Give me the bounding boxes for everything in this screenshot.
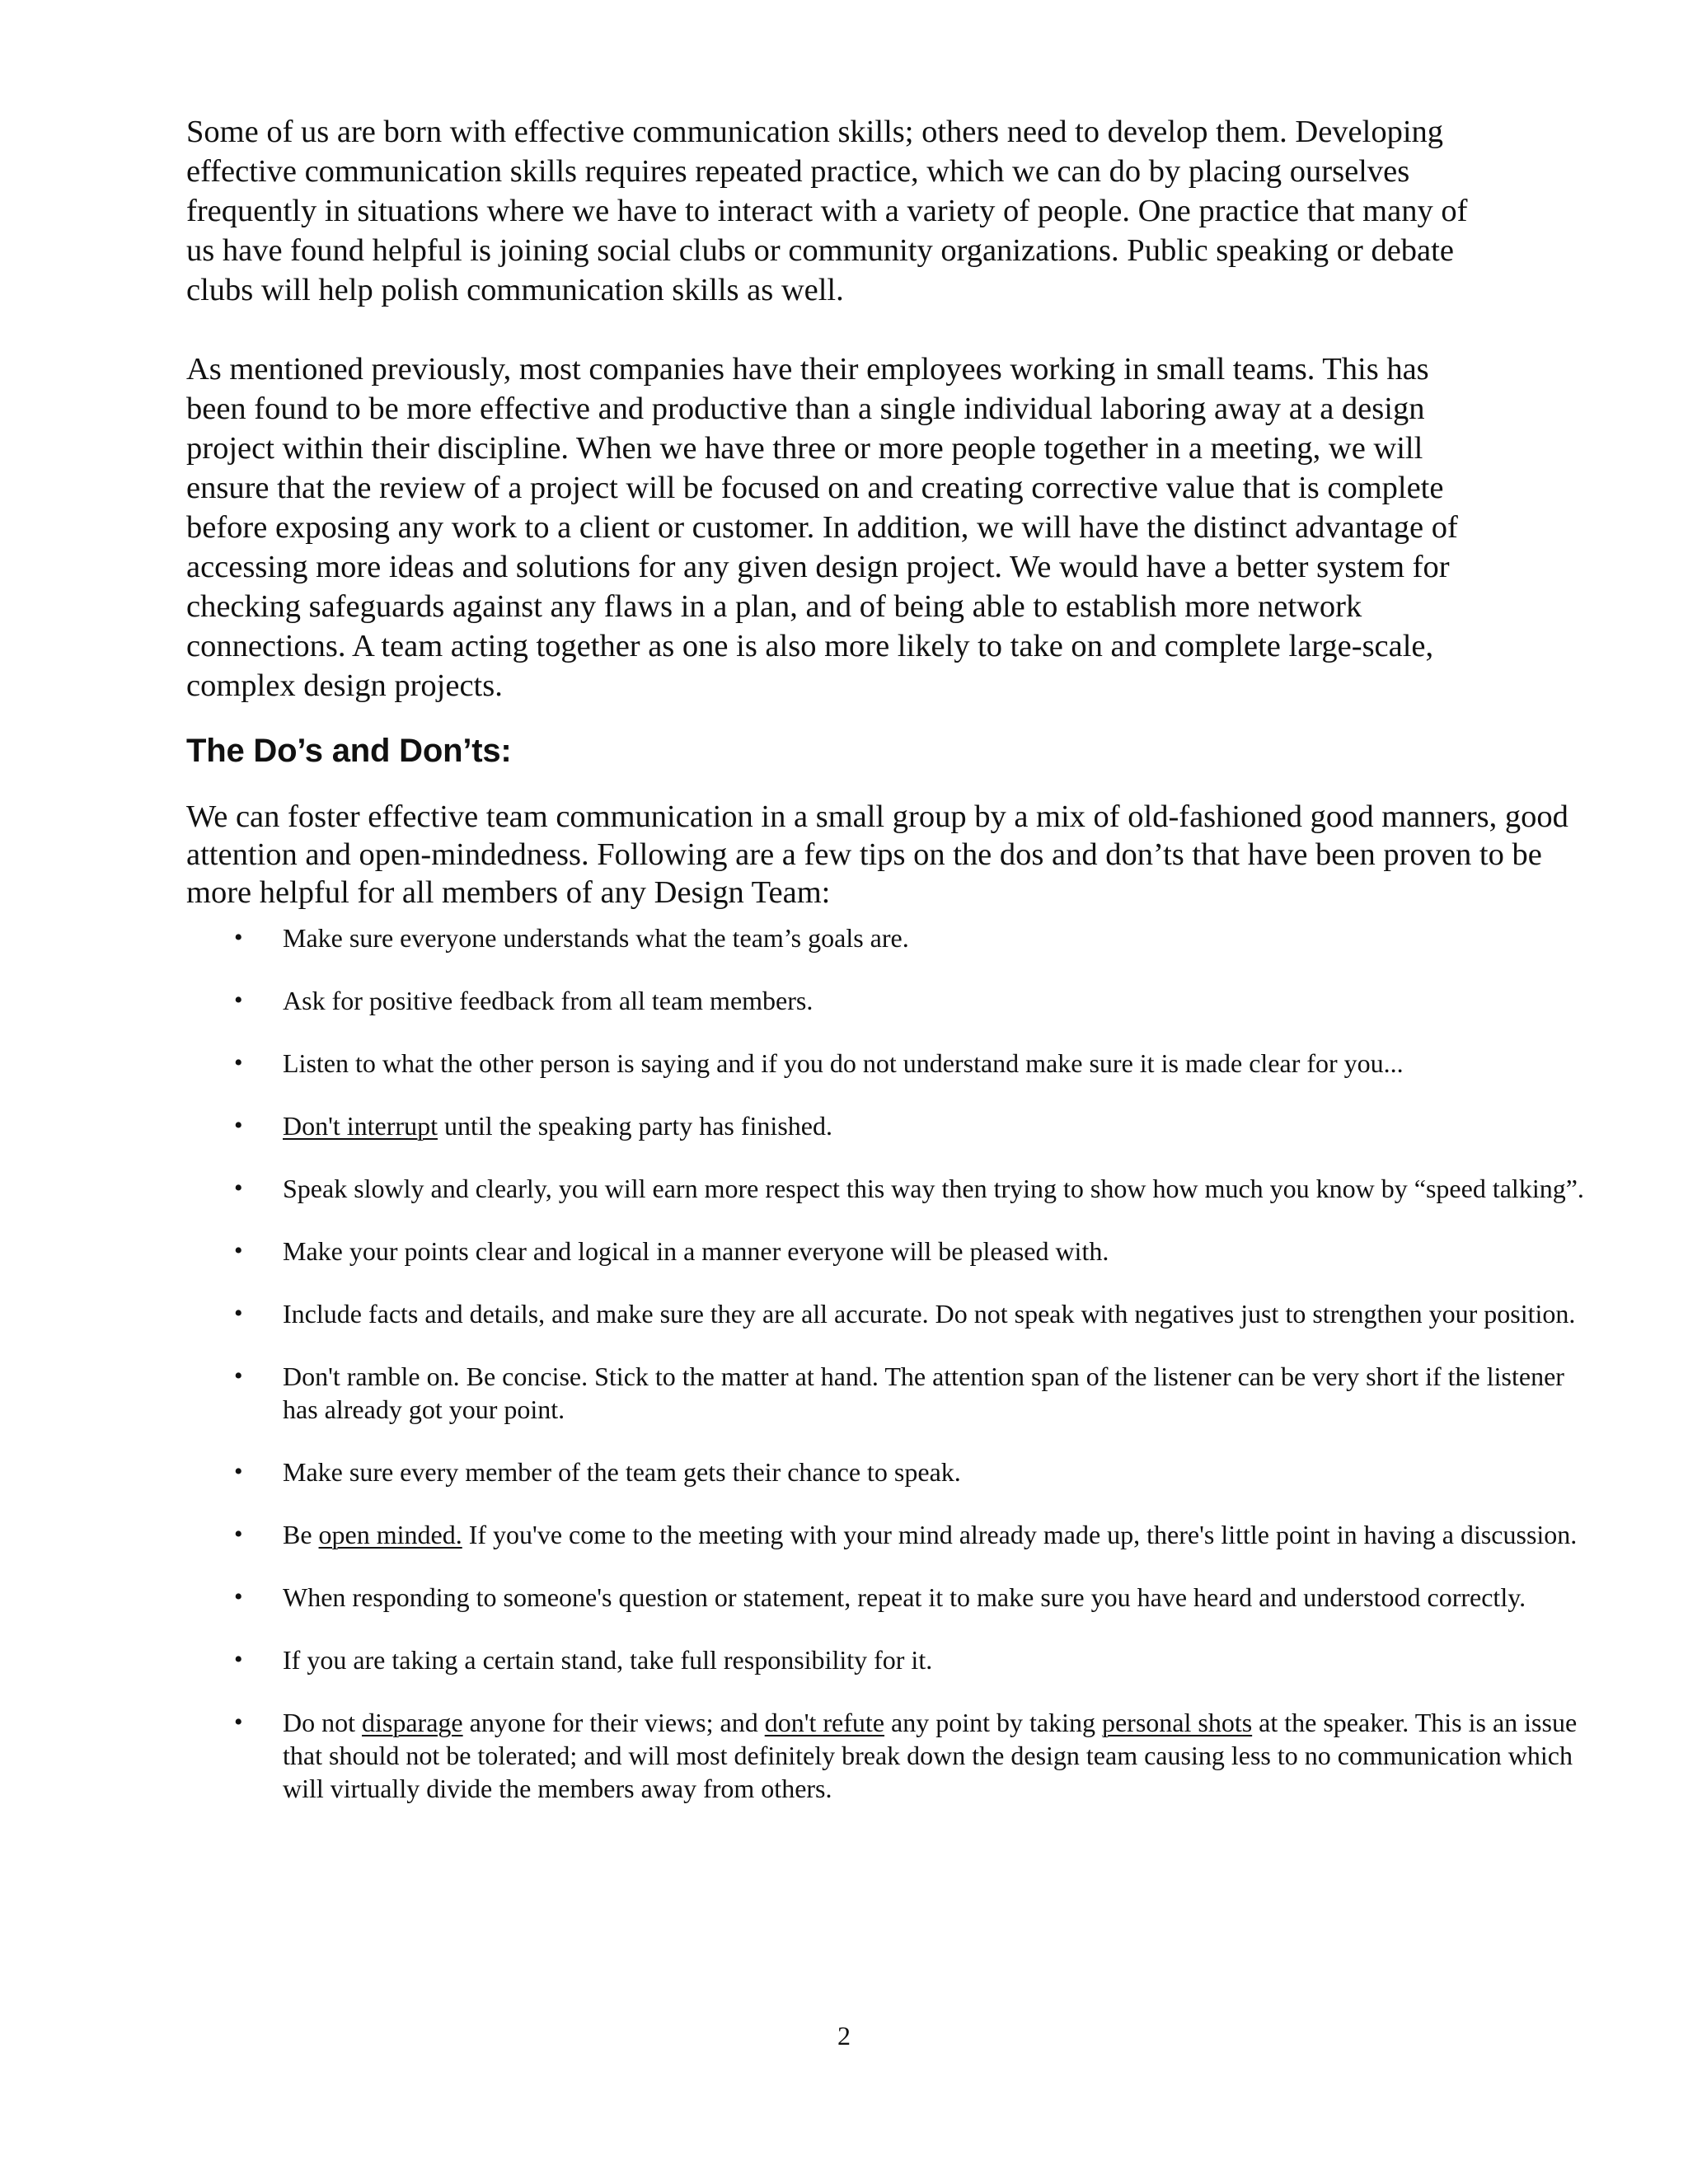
bullet-icon: • — [234, 987, 243, 1014]
tip-text: Include facts and details, and make sure they are all accurate. Do not speak with negatives just to strengthen your position. — [283, 1299, 1576, 1329]
section-heading: The Do’s and Don’ts: — [186, 733, 512, 769]
bullet-icon: • — [234, 1300, 243, 1327]
tip-text: at the speaker. This is an issue that should not be tolerated; and will most definitely break down the design team causing less to no communication which will virtually divide the members away from others. — [283, 1708, 1578, 1803]
list-item — [186, 1297, 1587, 1330]
page-number: 2 — [837, 2021, 851, 2050]
bullet-icon: • — [234, 1458, 243, 1485]
tip-text: When responding to someone's question or statement, repeat it to make sure you have heard and understood correctly. — [283, 1582, 1526, 1612]
list-item — [186, 1643, 1587, 1676]
tip-text: Listen to what the other person is saying and if you do not understand make sure it is made clear for you... — [283, 1048, 1404, 1078]
list-item — [186, 1047, 1587, 1080]
list-item — [186, 1360, 1587, 1426]
tip-text: Make sure every member of the team gets their chance to speak. — [283, 1457, 961, 1487]
link-dont-interrupt[interactable]: Don't interrupt — [283, 1111, 438, 1141]
tip-text: Make your points clear and logical in a manner everyone will be pleased with. — [283, 1236, 1109, 1266]
tip-text: any point by taking — [884, 1708, 1102, 1737]
list-item — [186, 1235, 1587, 1268]
list-item — [186, 1581, 1587, 1614]
list-item — [186, 984, 1587, 1017]
paragraph-tips-intro: We can foster effective team communication in a small group by a mix of old-fashioned good manners, good attention and open-mindedness. Following are a few tips on the dos and don’ts that have been proven to be more helpful for all members of any Design Team: — [186, 799, 1568, 910]
list-item — [186, 1455, 1587, 1488]
list-item — [186, 1518, 1587, 1551]
bullet-icon: • — [234, 1521, 243, 1548]
tip-text: Don't ramble on. Be concise. Stick to the matter at hand. The attention span of the listener can be very short if the listener has already got your point. — [283, 1361, 1564, 1424]
list-item — [186, 1706, 1587, 1805]
tip-text: anyone for their views; and — [462, 1708, 765, 1737]
tip-text: Make sure everyone understands what the team’s goals are. — [283, 923, 909, 953]
link-dont-refute[interactable]: don't refute — [764, 1708, 884, 1737]
link-personal-shots[interactable]: personal shots — [1101, 1708, 1253, 1737]
tip-text: If you've come to the meeting with your mind already made up, there's little point in having a discussion. — [462, 1520, 1578, 1549]
bullet-icon: • — [234, 924, 243, 951]
tip-text: If you are taking a certain stand, take full responsibility for it. — [283, 1645, 933, 1675]
list-item — [186, 1109, 1587, 1142]
tip-text: Do not — [283, 1708, 362, 1737]
tip-text: Be — [283, 1520, 319, 1549]
bullet-icon: • — [234, 1112, 243, 1139]
bullet-icon: • — [234, 1174, 243, 1202]
link-open-minded[interactable]: open minded. — [318, 1520, 462, 1549]
list-item — [186, 1172, 1587, 1205]
link-disparage[interactable]: disparage — [362, 1708, 463, 1737]
bullet-icon: • — [234, 1237, 243, 1264]
paragraph-small-teams: As mentioned previously, most companies have their employees working in small teams. This has been found to be more effective and productive than a single individual laboring away at a design project within their discipline. When we have three or more people together in a meeting, we will ensure that the review of a project will be focused on and creating corrective value that is complete before exposing any work to a client or customer. In addition, we will have the distinct advantage of accessing more ideas and solutions for any given design project. We would have a better system for checking safeguards against any flaws in a plan, and of being able to establish more network connections. A team acting together as one is also more likely to take on and complete large-scale, complex design projects. — [186, 352, 1458, 703]
bullet-icon: • — [234, 1362, 243, 1390]
tip-text: until the speaking party has finished. — [437, 1111, 832, 1141]
tip-text: Speak slowly and clearly, you will earn more respect this way then trying to show how much you know by “speed talking”. — [283, 1174, 1584, 1203]
list-item — [186, 921, 1587, 954]
tip-text: Ask for positive feedback from all team members. — [283, 986, 814, 1015]
page-content — [186, 112, 1600, 1835]
paragraph-communication-skills: Some of us are born with effective communication skills; others need to develop them. Developing effective communication skills requires repeated practice, which we can do by placing ourselves frequently in situations where we have to interact with a variety of people. One practice that many of us have found helpful is joining social clubs or community organizations. Public speaking or debate clubs will help polish communication skills as well. — [186, 115, 1468, 307]
bullet-icon: • — [234, 1708, 243, 1736]
bullet-icon: • — [234, 1049, 243, 1076]
bullet-icon: • — [234, 1646, 243, 1673]
tips-list — [186, 921, 1587, 1805]
bullet-icon: • — [234, 1583, 243, 1610]
